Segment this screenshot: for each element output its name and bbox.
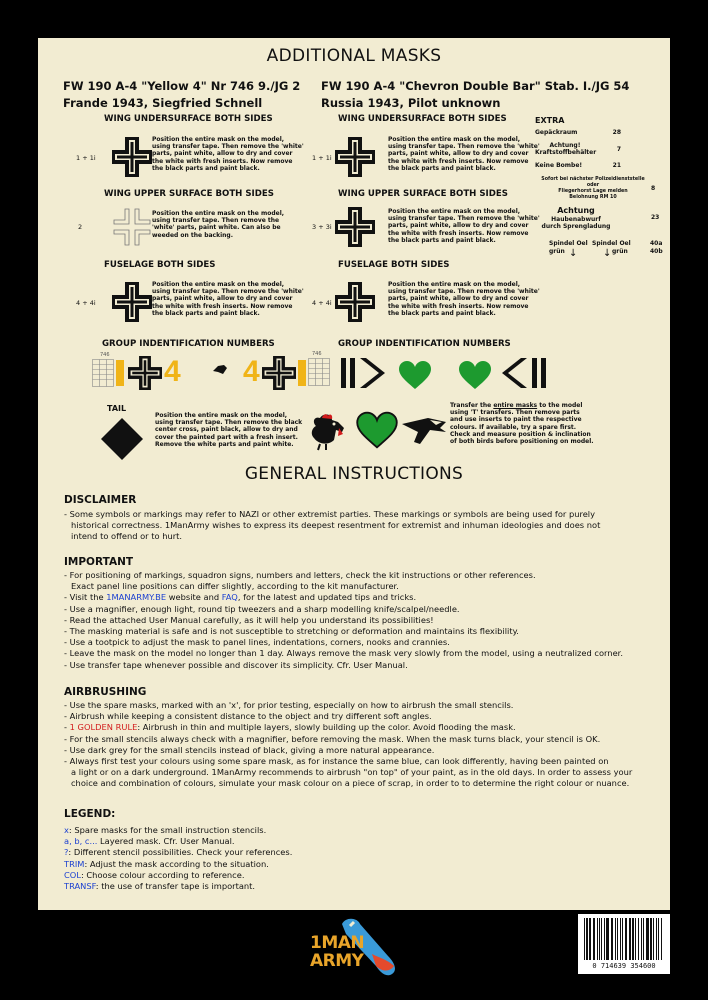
text-line: - Read the attached User Manual carefully, as it will help you understand its possibilities! bbox=[64, 614, 434, 625]
legend-key: a, b, c... bbox=[64, 836, 98, 847]
barcode-bar bbox=[658, 918, 659, 960]
barcode bbox=[578, 914, 670, 974]
text-line: parts, paint white, allow to dry and cover bbox=[388, 150, 529, 158]
text-line: Sofort bei nächster Polizeidienststelle oder bbox=[541, 177, 645, 188]
barcode-bar bbox=[611, 918, 613, 960]
text-line: the white with fresh inserts. Now remove bbox=[388, 229, 529, 237]
text-line: Check and measure position & inclination bbox=[450, 430, 591, 438]
text-line: using transfer tape. Then remove the 'white' bbox=[152, 288, 304, 296]
text-line: - Use the spare masks, marked with an 'x', for prior testing, especially on how to airbrush the small stencils. bbox=[64, 700, 514, 710]
extra-police bbox=[535, 177, 663, 201]
left-wing-upper-qty: 2 bbox=[78, 223, 83, 231]
left-aircraft-line2: Frande 1943, Siegfried Schnell bbox=[63, 96, 263, 110]
right-wing-under-title: WING UNDERSURFACE BOTH SIDES bbox=[338, 114, 507, 124]
text-line: parts, paint white, allow to dry and cover bbox=[152, 150, 293, 158]
text-fragment: Transfer the bbox=[450, 402, 494, 409]
text-line: Belohnung RM 10 bbox=[569, 195, 617, 200]
text-line: - For the small stencils always check with a magnifier, before removing the mask. When the mask turns black, your stencil is OK. bbox=[64, 733, 601, 744]
green-heart-icon bbox=[458, 360, 492, 390]
barcode-bar bbox=[617, 918, 618, 960]
barcode-bar bbox=[606, 918, 609, 960]
barcode-bar bbox=[601, 918, 602, 960]
logo-line: ARMY bbox=[310, 951, 364, 971]
group-right-title: GROUP INDENTIFICATION NUMBERS bbox=[338, 339, 511, 349]
right-wing-under-text bbox=[388, 136, 540, 172]
text-line: - Some symbols or markings may refer to NAZI or other extremist parties. These markings or symbols are being used for purely bbox=[64, 509, 596, 519]
barcode-bar bbox=[620, 918, 621, 960]
right-wing-under-qty: 1 + 1i bbox=[312, 154, 332, 162]
important-section bbox=[64, 556, 664, 671]
right-fuselage-title: FUSELAGE BOTH SIDES bbox=[338, 260, 450, 270]
text-line bbox=[450, 402, 594, 409]
left-fuselage-text bbox=[152, 281, 304, 317]
text-line: - Use transfer tape whenever possible and discover its simplicity. Cfr. User Manual. bbox=[64, 659, 408, 670]
legend-key: ? bbox=[64, 847, 69, 858]
text-line: using 'T' transfers. Then remove parts bbox=[450, 409, 580, 417]
left-wing-under-text bbox=[152, 136, 304, 172]
extra-title: EXTRA bbox=[535, 116, 565, 125]
balkenkreuz-icon bbox=[112, 282, 152, 322]
balkenkreuz-icon bbox=[112, 137, 152, 177]
right-aircraft-line1: FW 190 A-4 "Chevron Double Bar" Stab. I./JG 54 bbox=[321, 79, 630, 93]
stencil-number: 746 bbox=[100, 352, 110, 358]
text-line: Position the entire mask on the model, bbox=[152, 281, 285, 288]
legend-text: : Different stencil possibilities. Check your references. bbox=[68, 847, 293, 858]
text-line: the white with fresh inserts. Now remove bbox=[152, 302, 293, 310]
extra-label: Achtung! Kraftstoffbehälter bbox=[535, 142, 597, 156]
spindel-nums bbox=[650, 240, 663, 256]
brand-logo bbox=[306, 916, 406, 996]
text-line: choice and combination of colours, simulate your mask colour on a piece of scrap, in order to to determine the right colour or nuance. bbox=[71, 778, 630, 789]
chevron-double-bar-icon bbox=[500, 356, 550, 390]
faq-link[interactable]: FAQ bbox=[221, 592, 238, 603]
stencil-grid-icon bbox=[92, 359, 114, 387]
extra-panel bbox=[535, 116, 663, 230]
barcode-bar bbox=[599, 918, 600, 960]
arrow-down-icon: ↓ bbox=[603, 248, 612, 259]
extra-num: 23 bbox=[651, 214, 660, 221]
text-line: Position the entire mask on the model, bbox=[152, 210, 285, 217]
text-line: durch Sprengladung bbox=[541, 223, 611, 230]
text-line: cover the painted part with a fresh insert. bbox=[155, 433, 298, 441]
birds-text bbox=[450, 402, 594, 445]
legend-text: Layered mask. Cfr. User Manual. bbox=[97, 836, 235, 847]
right-fuselage-qty: 4 + 4i bbox=[312, 299, 332, 307]
text-line: Position the entire mask on the model, bbox=[155, 412, 288, 419]
text-line: grün bbox=[549, 247, 565, 255]
text-line: - Use dark grey for the small stencils instead of black, giving a more natural appearance. bbox=[64, 744, 435, 755]
left-wing-upper-title: WING UPPER SURFACE BOTH SIDES bbox=[104, 189, 274, 199]
arrow-down-icon: ↓ bbox=[569, 248, 578, 259]
text-line: Exact panel line positions can differ slightly, according to the kit manufacturer. bbox=[71, 581, 399, 592]
legend-item bbox=[64, 825, 664, 836]
barcode-bar bbox=[638, 918, 639, 960]
text-line: using transfer tape. Then remove the black bbox=[155, 419, 303, 427]
text-line: using transfer tape. Then remove the 'white' bbox=[152, 143, 304, 151]
logo-text bbox=[310, 934, 364, 970]
text-fragment: , for the latest and updated tips and tricks. bbox=[237, 592, 417, 603]
legend-key: x bbox=[64, 825, 69, 835]
text-line: parts, paint white, allow to dry and cover bbox=[388, 295, 529, 303]
text-line: using transfer tape. Then remove the 'white' bbox=[388, 143, 540, 151]
text-line: grün bbox=[612, 247, 628, 255]
emblem-icon bbox=[212, 364, 228, 376]
section-heading: IMPORTANT bbox=[64, 556, 134, 568]
right-wing-upper-title: WING UPPER SURFACE BOTH SIDES bbox=[338, 189, 508, 199]
balkenkreuz-icon bbox=[335, 137, 375, 177]
legend-text: : Spare masks for the small instruction stencils. bbox=[68, 825, 267, 835]
golden-rule-label: 1 GOLDEN RULE bbox=[69, 722, 138, 733]
achtung-title: Achtung bbox=[557, 206, 595, 215]
barcode-bars bbox=[583, 918, 665, 960]
text-emphasis: entire masks bbox=[493, 402, 538, 409]
barcode-bar bbox=[593, 918, 595, 960]
legend-key: TRIM bbox=[64, 858, 85, 869]
legend-key: TRANSF bbox=[64, 881, 96, 892]
right-wing-upper-qty: 3 + 3i bbox=[312, 223, 332, 231]
text-line: the black parts and paint black. bbox=[152, 309, 260, 317]
left-wing-upper-text bbox=[152, 210, 284, 239]
text-fragment: website and bbox=[166, 592, 222, 603]
extra-row bbox=[535, 142, 621, 156]
disclaimer-section bbox=[64, 494, 664, 543]
text-line: parts, paint white, allow to dry and cover bbox=[388, 222, 529, 230]
tail-text bbox=[155, 412, 302, 448]
text-fragment: : Airbrush in thin and multiple layers, slowly building up the color. Avoid flooding the mask. bbox=[137, 722, 516, 733]
barcode-bar bbox=[597, 918, 598, 960]
left-wing-under-title: WING UNDERSURFACE BOTH SIDES bbox=[104, 114, 273, 124]
legend-item bbox=[64, 881, 664, 892]
extra-num: 8 bbox=[651, 185, 656, 192]
text-line: - For positioning of markings, squadron signs, numbers and letters, check the kit instructions or other references. bbox=[64, 570, 536, 580]
page-title: ADDITIONAL MASKS bbox=[266, 46, 442, 66]
barcode-bar bbox=[656, 918, 657, 960]
yellow-bar-icon bbox=[116, 360, 124, 386]
barcode-bar bbox=[589, 918, 591, 960]
logo-line: 1MAN bbox=[310, 933, 365, 953]
yellow-number: 4 bbox=[243, 355, 260, 388]
legend-item bbox=[64, 847, 664, 858]
yellow-number: 4 bbox=[164, 355, 181, 388]
text-line: historical correctness. 1ManArmy wishes to express its deepest resentment for extremist and inhuman ideologies and does not bbox=[71, 520, 601, 531]
yellow-bar-icon bbox=[298, 360, 306, 386]
left-wing-under-qty: 1 + 1i bbox=[76, 154, 96, 162]
barcode-bar bbox=[622, 918, 623, 960]
barcode-bar bbox=[604, 918, 605, 960]
barcode-bar bbox=[615, 918, 616, 960]
text-line: - Use a tootpick to adjust the mask to panel lines, indentations, corners, nooks and crannies. bbox=[64, 637, 450, 648]
text-line: using transfer tape. Then remove the 'white' bbox=[388, 288, 540, 296]
stencil-grid-icon bbox=[308, 358, 330, 386]
barcode-bar bbox=[584, 918, 585, 960]
extra-row bbox=[535, 162, 621, 169]
text-line: Position the entire mask on the model, bbox=[152, 136, 285, 143]
text-line: the white with fresh inserts. Now remove bbox=[388, 302, 529, 310]
text-line: Haubenabwurf bbox=[551, 216, 601, 223]
text-line: Position the entire mask on the model, bbox=[388, 208, 521, 215]
balkenkreuz-icon bbox=[128, 356, 162, 390]
eagle-emblem-icon bbox=[400, 416, 448, 446]
extra-num: 7 bbox=[616, 145, 621, 153]
section-heading: DISCLAIMER bbox=[64, 494, 137, 506]
green-heart-outlined-icon bbox=[356, 411, 398, 449]
balkenkreuz-icon bbox=[262, 356, 296, 390]
right-aircraft-line2: Russia 1943, Pilot unknown bbox=[321, 96, 501, 110]
text-line: the black parts and paint black. bbox=[388, 309, 496, 317]
text-line: Spindel Oel bbox=[549, 240, 588, 247]
extra-achtung bbox=[535, 206, 663, 230]
text-line bbox=[64, 592, 664, 603]
legend-text: : Adjust the mask according to the situation. bbox=[84, 858, 269, 869]
legend-item bbox=[64, 859, 664, 870]
text-line bbox=[64, 722, 664, 733]
left-fuselage-title: FUSELAGE BOTH SIDES bbox=[104, 260, 216, 270]
legend-section bbox=[64, 808, 664, 892]
legend-item bbox=[64, 836, 664, 847]
green-heart-icon bbox=[398, 360, 432, 390]
text-line: - Airbrush while keeping a consistent distance to the object and try different soft angles. bbox=[64, 711, 432, 722]
text-fragment: - bbox=[64, 722, 70, 733]
balkenkreuz-outline-icon bbox=[112, 207, 152, 247]
text-line: 'white' parts, paint white. Can also be bbox=[152, 224, 281, 232]
barcode-bar bbox=[625, 918, 627, 960]
balkenkreuz-icon bbox=[335, 282, 375, 322]
stencil-number: 746 bbox=[312, 351, 322, 357]
balkenkreuz-icon bbox=[335, 207, 375, 247]
right-aircraft-title bbox=[321, 78, 629, 112]
instruction-sheet bbox=[38, 38, 670, 910]
chevron-double-bar-icon bbox=[338, 356, 394, 390]
tail-title: TAIL bbox=[107, 404, 127, 413]
section-heading: AIRBRUSHING bbox=[64, 686, 147, 698]
text-fragment: to the model bbox=[537, 402, 583, 409]
text-line: the white with fresh inserts. Now remove bbox=[388, 157, 529, 165]
right-fuselage-text bbox=[388, 281, 540, 317]
barcode-bar bbox=[643, 918, 644, 960]
airbrushing-section bbox=[64, 686, 664, 790]
text-line: weeded on the backing. bbox=[152, 231, 234, 239]
text-line: Position the entire mask on the model, bbox=[388, 281, 521, 288]
barcode-bar bbox=[650, 918, 652, 960]
text-line: Position the entire mask on the model, bbox=[388, 136, 521, 143]
text-line: - Use a magnifier, enough light, round tip tweezers and a sharp modelling knife/scalpel/needle. bbox=[64, 603, 460, 614]
text-line: Remove the white parts and paint white. bbox=[155, 440, 294, 448]
barcode-bar bbox=[646, 918, 649, 960]
barcode-number: 0 714639 354600 bbox=[592, 962, 656, 970]
text-line: a light or on a dark underground. 1ManArmy recommends to airbrush "on top" of your paint, as in the old days. In order to assess your bbox=[71, 767, 633, 778]
right-wing-upper-text bbox=[388, 208, 540, 244]
text-line: using transfer tape. Then remove the 'white' bbox=[388, 215, 540, 223]
extra-label: Gepäckraum bbox=[535, 129, 578, 136]
extra-row bbox=[535, 129, 621, 136]
text-line: Spindel Oel bbox=[592, 240, 631, 247]
legend-key: COL bbox=[64, 869, 81, 880]
extra-num: 21 bbox=[612, 162, 621, 169]
text-line: - The masking material is safe and is not susceptible to stretching or deformation and maintains its flexibility. bbox=[64, 626, 519, 637]
group-left-title: GROUP INDENTIFICATION NUMBERS bbox=[102, 339, 275, 349]
text-line: colours. If available, try a spare first. bbox=[450, 423, 577, 431]
text-line: the white with fresh inserts. Now remove bbox=[152, 157, 293, 165]
barcode-bar bbox=[632, 918, 634, 960]
text-line: Fliegerhorst Lage melden bbox=[558, 189, 628, 194]
text-line: of both birds before positioning on model. bbox=[450, 438, 594, 446]
text-line: intend to offend or to hurt. bbox=[71, 531, 183, 542]
section-heading: LEGEND: bbox=[64, 808, 116, 820]
text-line: the black parts and paint black. bbox=[152, 164, 260, 172]
barcode-bar bbox=[586, 918, 588, 960]
text-line: the black parts and paint black. bbox=[388, 164, 496, 172]
text-line: - Always first test your colours using some spare mask, as for instance the same blue, can look differently, having been painted on bbox=[64, 756, 609, 767]
text-line: parts, paint white, allow to dry and cover bbox=[152, 295, 293, 303]
text-line: using transfer tape. Then remove the bbox=[152, 217, 280, 225]
extra-num: 28 bbox=[612, 129, 621, 136]
text-line: - Leave the mask on the model no longer than 1 day. Always remove the mask very slowly from the model, using a neutralized corner. bbox=[64, 648, 623, 659]
rooster-emblem-icon bbox=[308, 410, 352, 452]
barcode-bar bbox=[653, 918, 654, 960]
barcode-bar bbox=[661, 918, 662, 960]
barcode-bar bbox=[641, 918, 642, 960]
extra-num: 40a bbox=[650, 240, 663, 247]
left-aircraft-title bbox=[63, 78, 300, 112]
diamond-icon bbox=[100, 417, 144, 461]
legend-text: : the use of transfer tape is important. bbox=[95, 881, 256, 892]
text-line: and use inserts to paint the respective bbox=[450, 416, 582, 424]
extra-num: 40b bbox=[650, 248, 663, 255]
website-link[interactable]: 1MANARMY.BE bbox=[106, 592, 167, 603]
text-fragment: - Visit the bbox=[64, 592, 107, 603]
barcode-bar bbox=[635, 918, 636, 960]
extra-label: Keine Bombe! bbox=[535, 162, 583, 169]
legend-item bbox=[64, 870, 664, 881]
barcode-bar bbox=[629, 918, 631, 960]
left-aircraft-line1: FW 190 A-4 "Yellow 4" Nr 746 9./JG 2 bbox=[63, 79, 301, 93]
legend-text: : Choose colour according to reference. bbox=[80, 869, 245, 880]
text-line: the black parts and paint black. bbox=[388, 236, 496, 244]
text-line: center cross, paint black, allow to dry and bbox=[155, 426, 298, 434]
left-fuselage-qty: 4 + 4i bbox=[76, 299, 96, 307]
general-title: GENERAL INSTRUCTIONS bbox=[244, 464, 464, 484]
